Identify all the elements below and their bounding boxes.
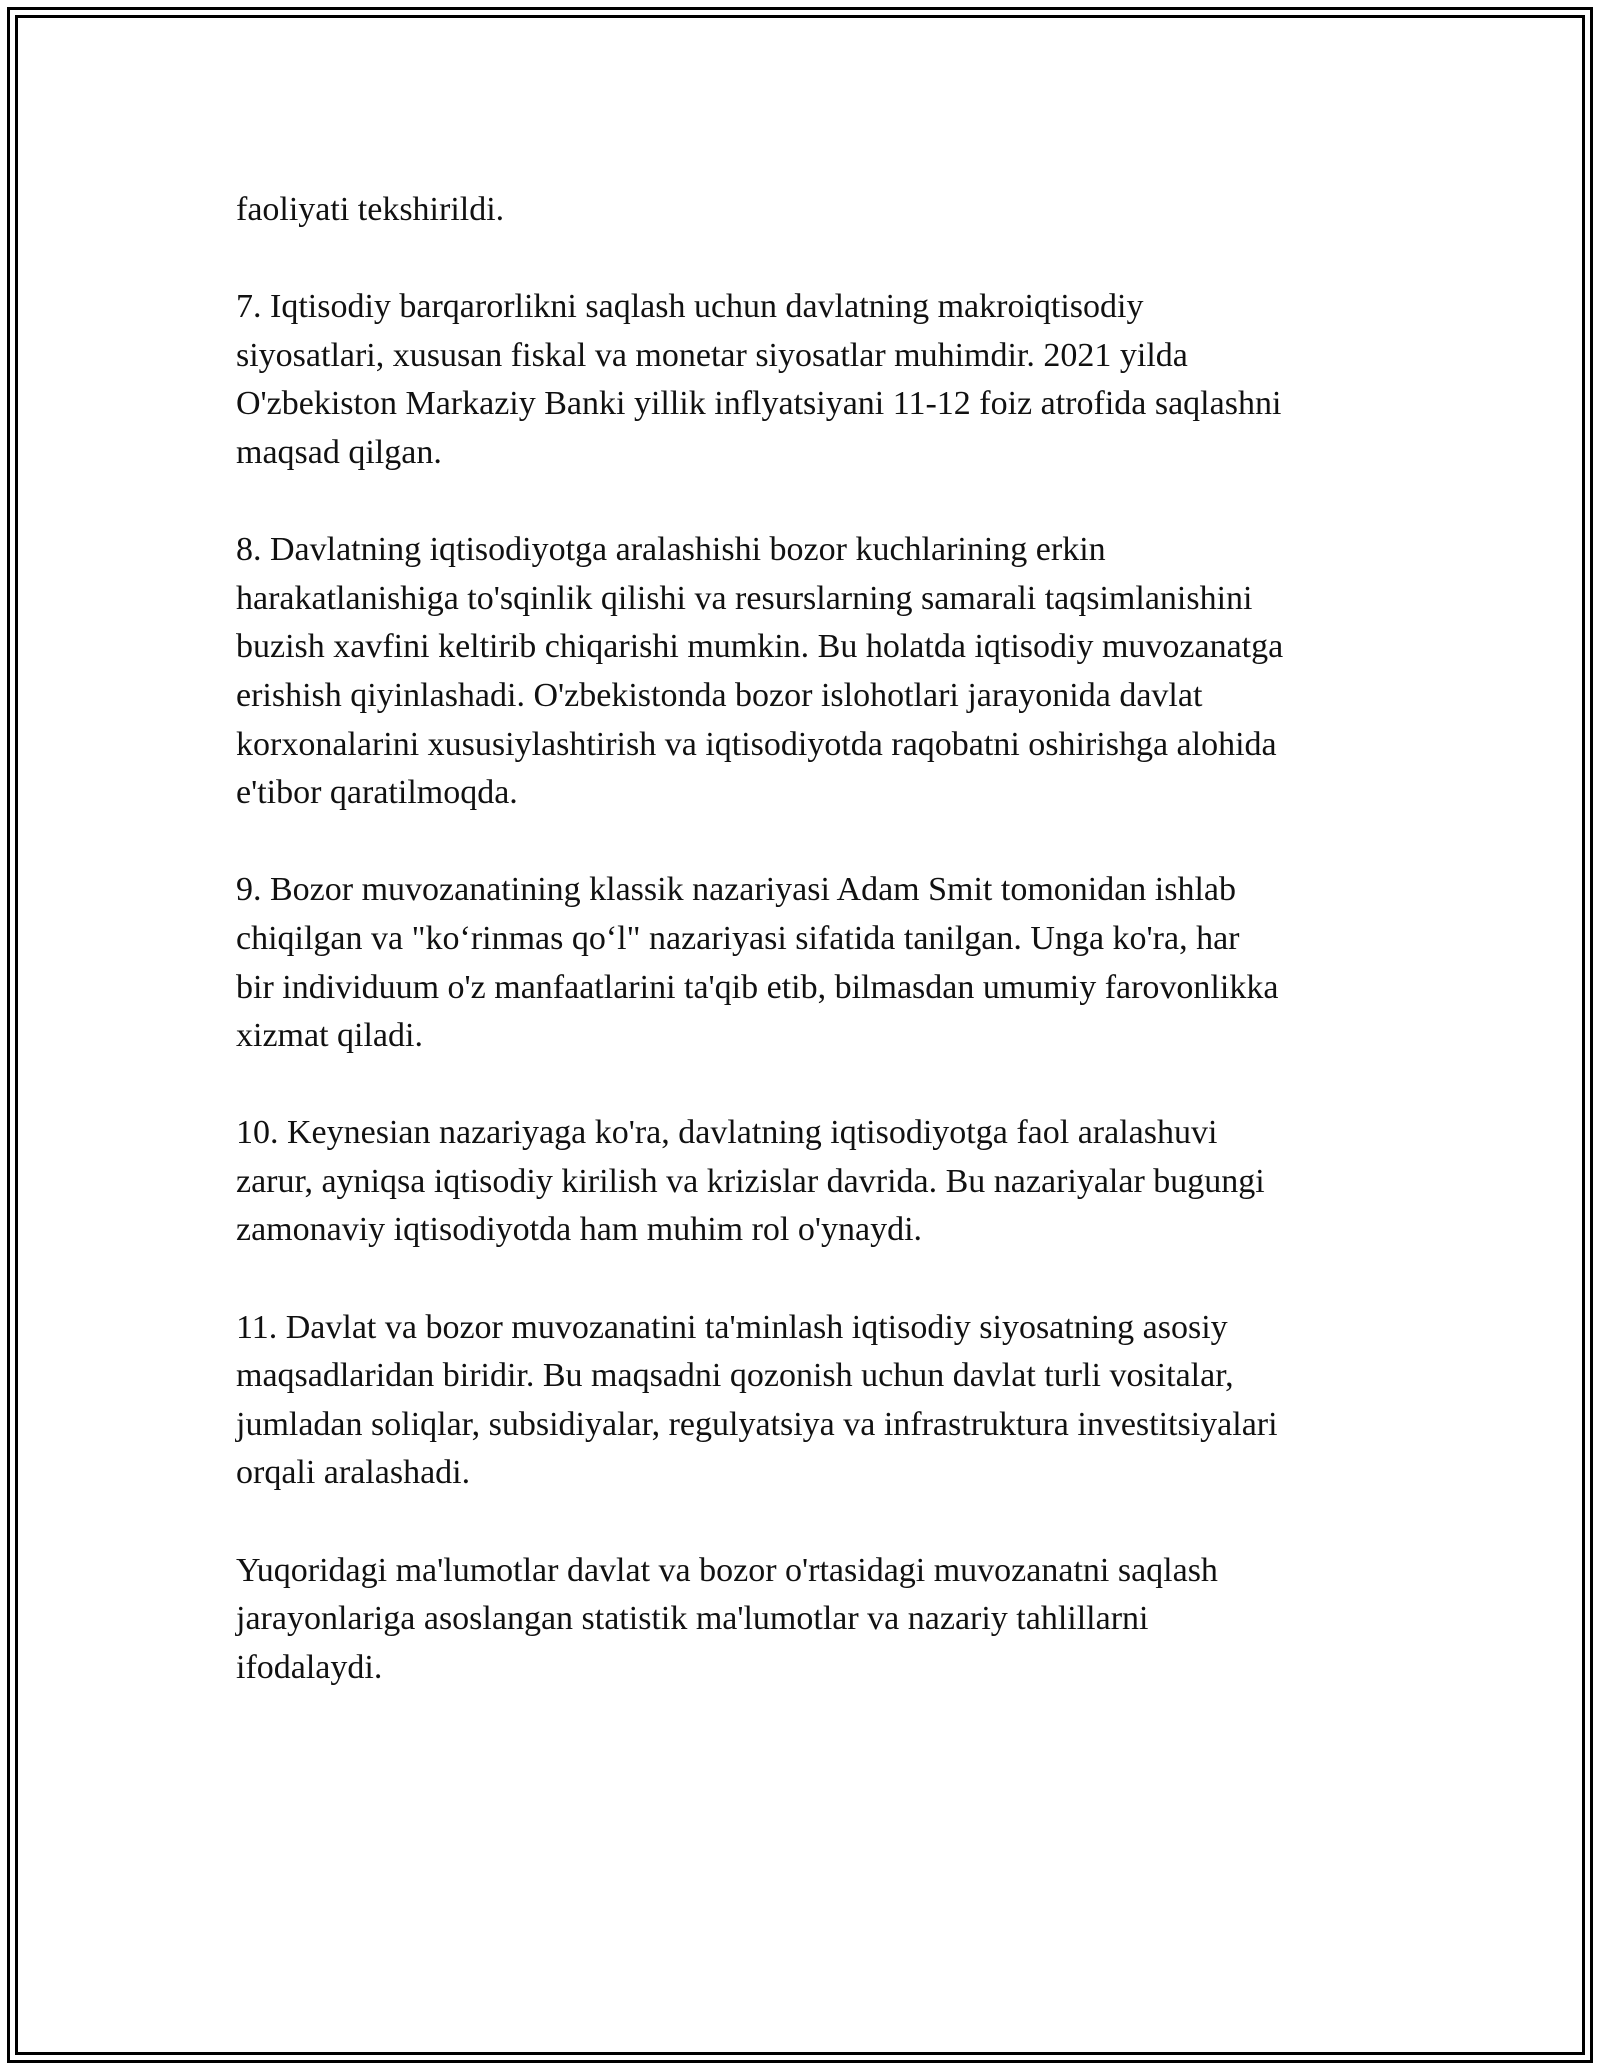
text-line: bir individuum o'z manfaatlarini ta'qib etib, bilmasdan umumiy farovonlikka [236, 968, 1279, 1006]
text-line: maqsad qilgan. [236, 433, 442, 471]
text-line: chiqilgan va "ko‘rinmas qo‘l" nazariyasi sifatida tanilgan. Unga ko'ra, har [236, 919, 1240, 957]
paragraph-item-10 [236, 1109, 1376, 1255]
text-line: 8. Davlatning iqtisodiyotga aralashishi bozor kuchlarining erkin [236, 531, 1106, 569]
text-line: buzish xavfini keltirib chiqarishi mumkin. Bu holatda iqtisodiy muvozanatga [236, 628, 1284, 666]
text-line: jumladan soliqlar, subsidiyalar, regulyatsiya va infrastruktura investitsiyalari [236, 1405, 1278, 1443]
paragraph-item-8 [236, 526, 1376, 818]
document-body [236, 186, 1376, 1741]
text-line: 10. Keynesian nazariyaga ko'ra, davlatning iqtisodiyotga faol aralashuvi [236, 1114, 1218, 1152]
text-line: zarur, ayniqsa iqtisodiy kirilish va krizislar davrida. Bu nazariyalar bugungi [236, 1162, 1265, 1200]
text-line: xizmat qiladi. [236, 1017, 423, 1055]
text-line: zamonaviy iqtisodiyotda ham muhim rol o'ynaydi. [236, 1211, 923, 1249]
text-line: siyosatlari, xususan fiskal va monetar siyosatlar muhimdir. 2021 yilda [236, 336, 1188, 374]
paragraph-item-9 [236, 866, 1376, 1060]
text-line: ifodalaydi. [236, 1648, 383, 1686]
text-line: O'zbekiston Markaziy Banki yillik inflyatsiyani 11-12 foiz atrofida saqlashni [236, 385, 1282, 423]
paragraph-continuation [236, 186, 1376, 235]
text-line: korxonalarini xususiylashtirish va iqtisodiyotda raqobatni oshirishga alohida [236, 725, 1277, 763]
text-line: 11. Davlat va bozor muvozanatini ta'minlash iqtisodiy siyosatning asosiy [236, 1308, 1228, 1346]
text-line: Yuqoridagi ma'lumotlar davlat va bozor o'rtasidagi muvozanatni saqlash [236, 1551, 1218, 1589]
text-line: erishish qiyinlashadi. O'zbekistonda bozor islohotlari jarayonida davlat [236, 676, 1203, 714]
paragraph-item-11 [236, 1304, 1376, 1498]
text-line: faoliyati tekshirildi. [236, 191, 505, 228]
text-line: harakatlanishiga to'sqinlik qilishi va resurslarning samarali taqsimlanishini [236, 579, 1253, 617]
text-line: jarayonlariga asoslangan statistik ma'lumotlar va nazariy tahlillarni [236, 1600, 1149, 1638]
text-line: maqsadlaridan biridir. Bu maqsadni qozonish uchun davlat turli vositalar, [236, 1357, 1234, 1395]
text-line: orqali aralashadi. [236, 1454, 471, 1492]
text-line: e'tibor qaratilmoqda. [236, 774, 518, 812]
paragraph-conclusion [236, 1547, 1376, 1693]
text-line: 7. Iqtisodiy barqarorlikni saqlash uchun davlatning makroiqtisodiy [236, 288, 1144, 326]
paragraph-item-7 [236, 283, 1376, 477]
text-line: 9. Bozor muvozanatining klassik nazariyasi Adam Smit tomonidan ishlab [236, 871, 1237, 909]
